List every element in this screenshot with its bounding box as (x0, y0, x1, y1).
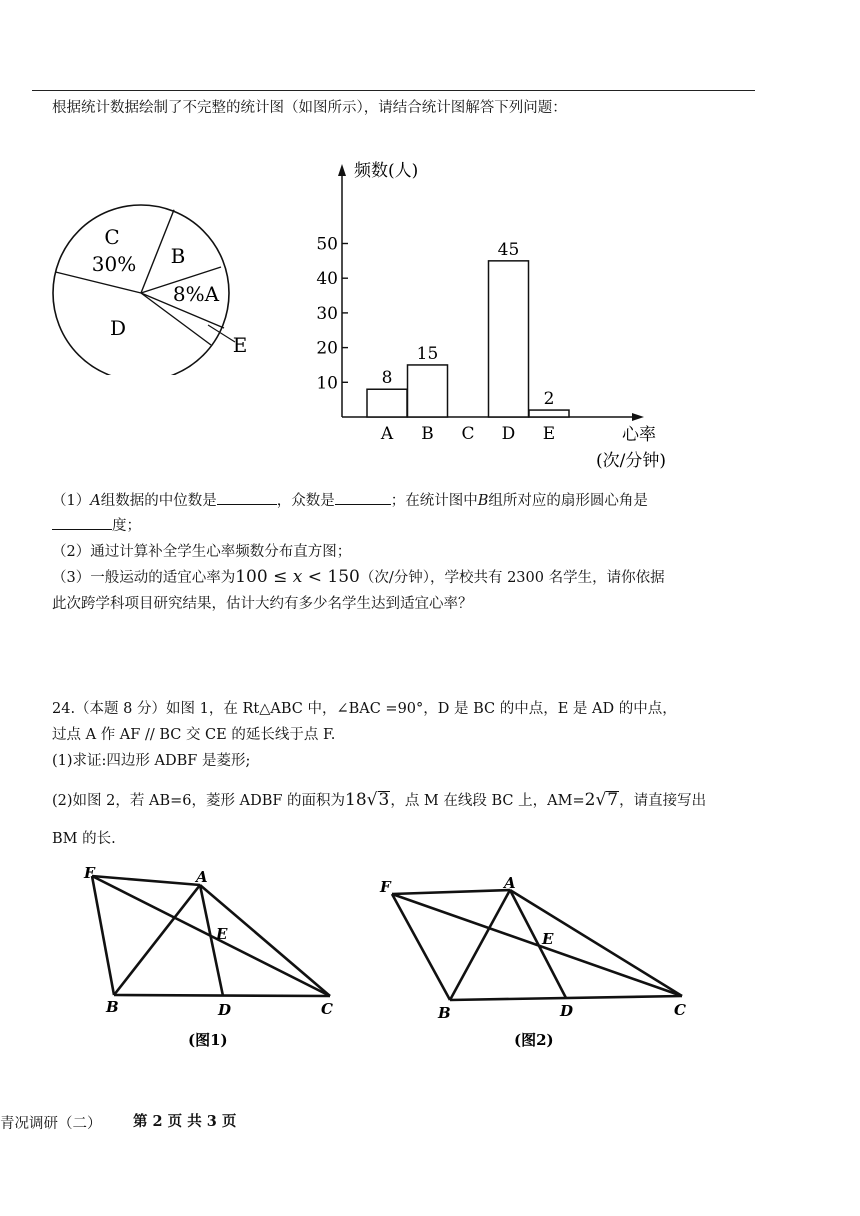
blank-median[interactable] (217, 504, 277, 505)
fig1-caption: (图1) (188, 1031, 228, 1049)
q23-p1-text-mode: ，众数是 (276, 493, 335, 509)
x-tick-label-D: D (501, 424, 516, 444)
y-tick-label-10: 10 (316, 373, 338, 394)
fig1-label-a: A (196, 868, 208, 886)
q24-area-radicand: 3 (378, 790, 390, 810)
header-rule (32, 90, 755, 91)
figure-2 (374, 868, 704, 1058)
bar-D (489, 261, 529, 417)
q23-part3-line1 (52, 567, 665, 588)
q24-line5: BM 的长. (52, 831, 116, 847)
blank-mode[interactable] (335, 504, 391, 505)
q24-l4-text-b: ，点 M 在线段 BC 上，AM= (390, 793, 585, 809)
footer-page-number: 第 2 页 共 3 页 (133, 1113, 237, 1130)
fig2-label-c: C (674, 1001, 686, 1019)
pie-label-d: D (109, 316, 127, 340)
fig1-label-e: E (216, 925, 228, 943)
q24-am-radicand: 7 (607, 790, 619, 810)
q23-p3-text-b: （次/分钟），学校共有 2300 名学生，请你依据 (359, 570, 665, 586)
x-axis-label: 心率 (622, 425, 656, 445)
q23-part3-line2: 此次跨学科项目研究结果，估计大约有多少名学生达到适宜心率？ (52, 596, 473, 612)
fig2-seg-fc (392, 894, 682, 996)
fig2-label-b: B (438, 1004, 451, 1022)
intro-text: 根据统计数据绘制了不完整的统计图（如图所示），请结合统计图解答下列问题： (52, 100, 567, 116)
q23-part2: （2）通过计算补全学生心率频数分布直方图； (52, 544, 352, 560)
fig2-label-e: E (542, 930, 554, 948)
q24-line3: (1)求证:四边形 ADBF 是菱形; (52, 753, 251, 769)
pie-label-e: E (232, 333, 248, 357)
y-axis-label: 频数(人) (354, 161, 419, 181)
fig1-label-d: D (218, 1001, 232, 1019)
fig2-label-f: F (380, 878, 391, 896)
q23-p1-text-degree: 度； (112, 518, 141, 534)
fig2-caption: (图2) (514, 1031, 554, 1049)
pie-chart (48, 195, 268, 375)
pie-label-c: C (104, 225, 120, 249)
bar-value-label-A: 8 (381, 368, 393, 389)
q24-area-coef: 18 (345, 790, 367, 810)
q23-p1-text-angle: 组所对应的扇形圆心角是 (488, 493, 648, 509)
q24-l4-text-c: ，请直接写出 (619, 793, 707, 809)
bar-value-label-D: 45 (497, 239, 520, 260)
x-tick-label-E: E (542, 424, 556, 444)
x-tick-label-B: B (421, 424, 434, 444)
figure-1 (78, 862, 348, 1052)
q24-area-expr (345, 790, 390, 810)
fig1-seg-ba (114, 885, 200, 995)
bar-value-label-E: 2 (543, 389, 555, 410)
fig2-seg-ba (450, 890, 510, 1000)
fig1-label-f: F (84, 864, 95, 882)
q23-p1-text-median: 组数据的中位数是 (100, 493, 217, 509)
fig2-seg-fb (392, 894, 450, 1000)
q23-p3-inequality (235, 567, 360, 587)
q24-line2: 过点 A 作 AF // BC 交 CE 的延长线于点 F. (52, 727, 336, 743)
q23-part1-line1 (52, 491, 648, 511)
sqrt-symbol: √ (595, 790, 607, 810)
blank-angle[interactable] (52, 529, 112, 530)
pie-label-b: B (170, 244, 186, 268)
q23-p3-math-x: x (292, 567, 303, 587)
bar-chart (300, 150, 700, 475)
bar-A (367, 389, 407, 417)
fig2-label-d: D (560, 1002, 574, 1020)
fig1-label-b: B (106, 998, 119, 1016)
pie-label-a: 8%A (172, 282, 220, 306)
q24-am-expr (585, 790, 620, 810)
x-tick-label-A: A (380, 424, 394, 444)
x-tick-label-C: C (461, 424, 475, 444)
q24-line4 (52, 790, 706, 811)
footer-title: 青况调研（二） (0, 1116, 102, 1132)
fig1-label-c: C (321, 1000, 333, 1018)
q23-p1-prefix: （1） (52, 493, 91, 509)
pie-divider-cb (141, 210, 174, 293)
q23-p1-text-chart: ；在统计图中 (390, 493, 478, 509)
q24-line1: 24.（本题 8 分）如图 1，在 Rt△ABC 中，∠BAC =90°，D 是 BC 的中点，E 是 AD 的中点， (52, 701, 677, 717)
y-tick-label-20: 20 (316, 338, 338, 359)
sqrt-symbol: √ (366, 790, 378, 810)
q23-p1-var-a: A (90, 493, 101, 509)
pie-label-c-pct: 30% (91, 252, 137, 276)
q23-p3-math-b: < 150 (302, 567, 360, 587)
bar-value-label-B: 15 (416, 343, 439, 364)
q23-p1-var-b: B (477, 493, 489, 509)
fig2-seg-ac (510, 890, 682, 996)
bar-E (529, 410, 569, 417)
y-tick-label-50: 50 (316, 234, 338, 255)
x-axis-unit: (次/分钟) (596, 451, 666, 471)
y-tick-label-30: 30 (316, 303, 338, 324)
fig2-label-a: A (504, 874, 516, 892)
y-axis-arrow (338, 164, 346, 176)
x-axis-arrow (632, 413, 644, 421)
q23-part1-line2 (52, 516, 141, 536)
fig2-seg-fa (392, 890, 510, 894)
bar-B (408, 365, 448, 417)
fig1-seg-fb (92, 876, 114, 995)
q23-p3-text-a: （3）一般运动的适宜心率为 (52, 570, 236, 586)
y-tick-label-40: 40 (316, 269, 338, 290)
q24-l4-text-a: (2)如图 2，若 AB=6，菱形 ADBF 的面积为 (52, 793, 346, 809)
q24-am-coef: 2 (584, 790, 596, 810)
q23-p3-math-a: 100 ≤ (235, 567, 293, 587)
